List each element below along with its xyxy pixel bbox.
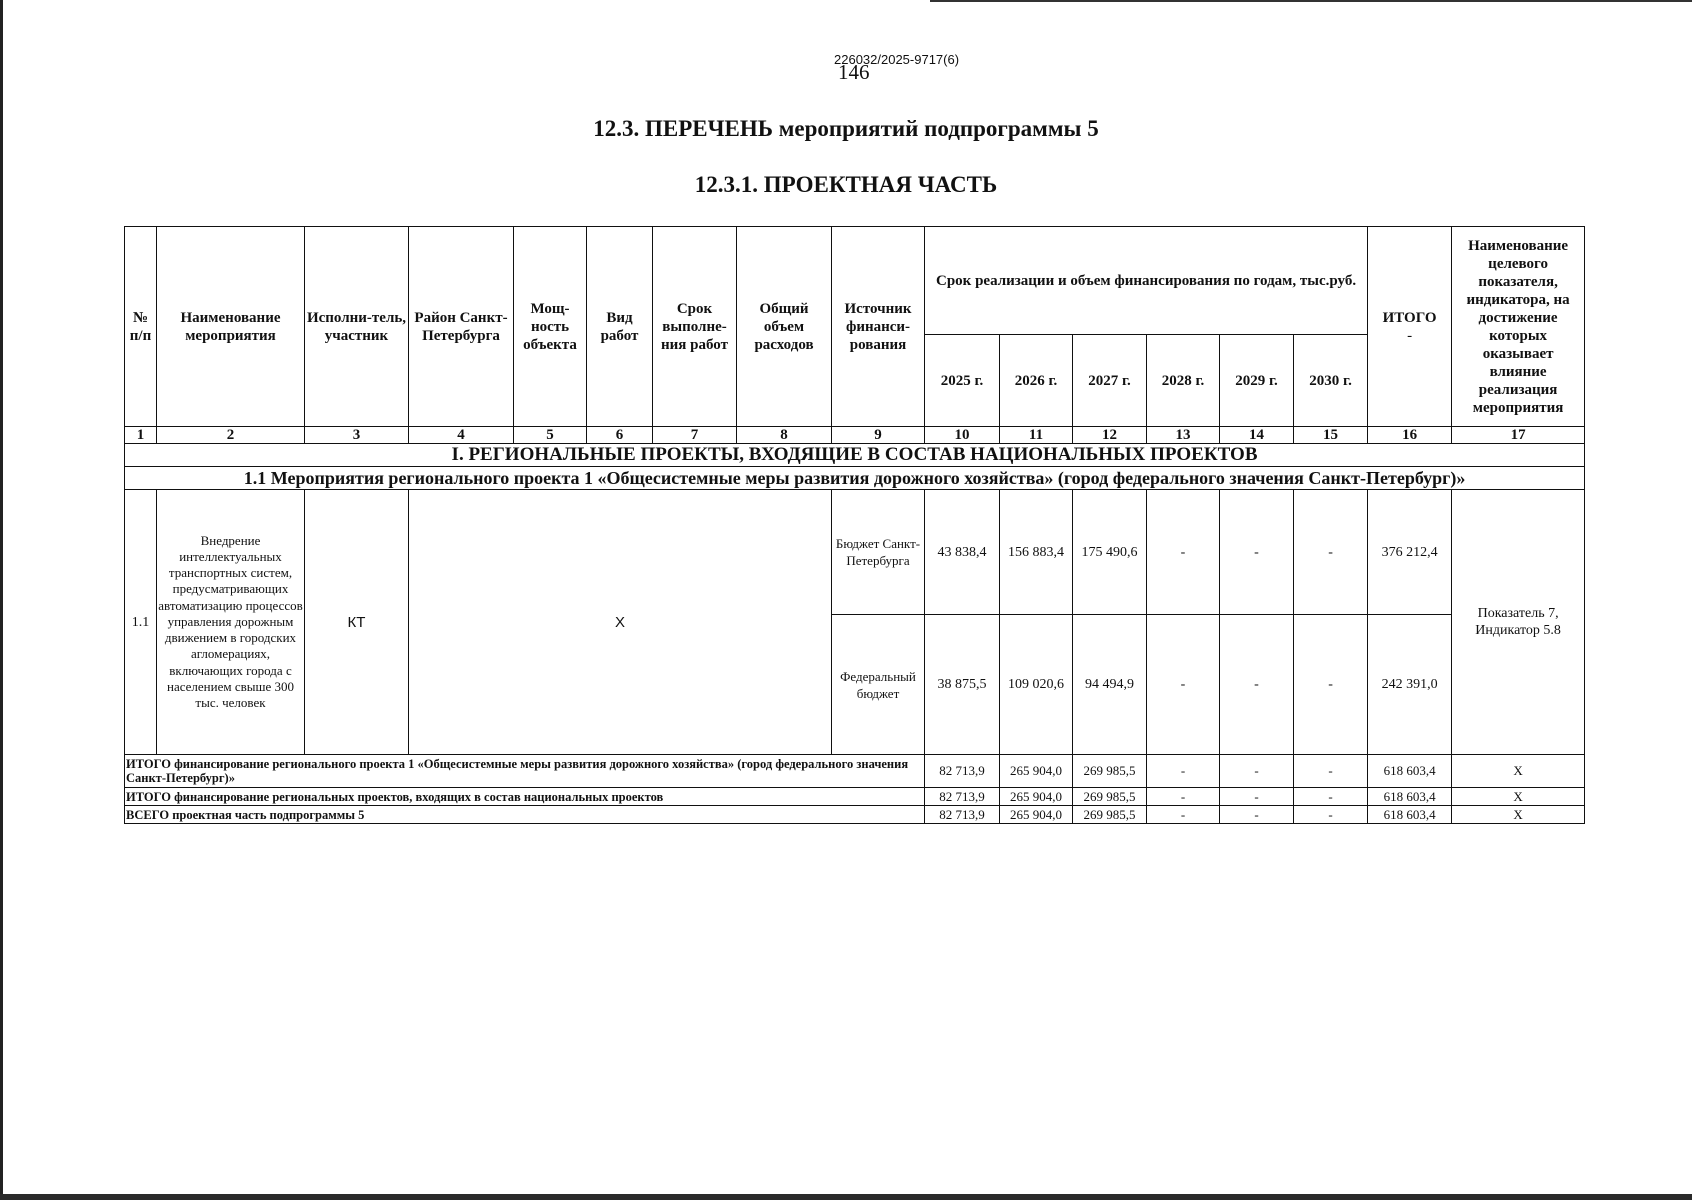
col-number: 1: [125, 427, 157, 444]
document-subtitle: 12.3.1. ПРОЕКТНАЯ ЧАСТЬ: [694, 172, 998, 197]
value-cell: 109 020,6: [1000, 615, 1073, 755]
total-value: -: [1294, 755, 1368, 788]
total-value: 269 985,5: [1073, 806, 1147, 824]
item-number: 1.1: [125, 490, 157, 755]
col-header-year: 2025 г.: [925, 335, 1000, 427]
section-row: [125, 444, 1585, 467]
col-number: 16: [1368, 427, 1452, 444]
subsection-title: 1.1 Мероприятия регионального проекта 1 «Общесистемные меры развития дорожного хозяйства» (город федерального значения Санкт-Петербург)»: [125, 467, 1585, 490]
col-header-capacity: Мощ-ность объекта: [514, 227, 587, 427]
header-row-1: [125, 227, 1585, 335]
total-mark: X: [1452, 755, 1585, 788]
total-value: -: [1147, 755, 1220, 788]
col-number: 4: [409, 427, 514, 444]
value-cell: -: [1220, 615, 1294, 755]
total-value: -: [1220, 755, 1294, 788]
col-header-total-cost: Общий объем расходов: [737, 227, 832, 427]
col-header-district: Район Санкт-Петербурга: [409, 227, 514, 427]
value-cell: -: [1294, 615, 1368, 755]
section-title: I. РЕГИОНАЛЬНЫЕ ПРОЕКТЫ, ВХОДЯЩИЕ В СОСТАВ НАЦИОНАЛЬНЫХ ПРОЕКТОВ: [125, 444, 1585, 467]
total-value: 82 713,9: [925, 788, 1000, 806]
total-sum: 618 603,4: [1368, 788, 1452, 806]
col-header-work-type: Вид работ: [587, 227, 653, 427]
document-title: 12.3. ПЕРЕЧЕНЬ мероприятий подпрограммы 5: [593, 116, 1099, 141]
col-number: 3: [305, 427, 409, 444]
col-header-num: № п/п: [125, 227, 157, 427]
col-number: 14: [1220, 427, 1294, 444]
col-number: 5: [514, 427, 587, 444]
col-header-term: Срок выполне-ния работ: [653, 227, 737, 427]
total-value: -: [1147, 806, 1220, 824]
column-numbers-row: [125, 427, 1585, 444]
item-executor: КТ: [305, 490, 409, 755]
item-name: Внедрение интеллектуальных транспортных систем, предусматривающих автоматизацию процессов управления дорожным движением в городских агломерациях, включающих города с населением свыше 300 тыс. человек: [157, 490, 305, 755]
total-sum: 618 603,4: [1368, 755, 1452, 788]
measures-table: [124, 226, 1585, 824]
col-number: 12: [1073, 427, 1147, 444]
total-value: 82 713,9: [925, 806, 1000, 824]
col-number: 11: [1000, 427, 1073, 444]
total-mark: X: [1452, 806, 1585, 824]
col-header-indicator: Наименование целевого показателя, индикатора, на достижение которых оказывает влияние реализация мероприятия: [1452, 227, 1585, 427]
item-indicator: Показатель 7, Индикатор 5.8: [1452, 490, 1585, 755]
total-value: 269 985,5: [1073, 788, 1147, 806]
total-row-regional-projects: [125, 788, 1585, 806]
total-label: ИТОГО финансирование регионального проекта 1 «Общесистемные меры развития дорожного хозяйства» (город федерального значения Санкт-Петербург)»: [125, 755, 925, 788]
col-number: 13: [1147, 427, 1220, 444]
total-value: -: [1294, 788, 1368, 806]
col-header-year: 2030 г.: [1294, 335, 1368, 427]
item-merged-mark: X: [409, 490, 832, 755]
row-total: 242 391,0: [1368, 615, 1452, 755]
col-header-year: 2027 г.: [1073, 335, 1147, 427]
itogo-label: ИТОГО: [1382, 309, 1437, 326]
value-cell: -: [1147, 490, 1220, 615]
col-number: 8: [737, 427, 832, 444]
total-value: -: [1220, 806, 1294, 824]
value-cell: 156 883,4: [1000, 490, 1073, 615]
col-number: 15: [1294, 427, 1368, 444]
total-row-regional-project: [125, 755, 1585, 788]
total-value: 82 713,9: [925, 755, 1000, 788]
scan-top-strip: [930, 0, 1692, 2]
total-mark: X: [1452, 788, 1585, 806]
subsection-row: [125, 467, 1585, 490]
value-cell: -: [1220, 490, 1294, 615]
col-header-name: Наименование мероприятия: [157, 227, 305, 427]
source-cell: Бюджет Санкт-Петербурга: [832, 490, 925, 615]
page-number: 146: [838, 60, 870, 84]
value-cell: 94 494,9: [1073, 615, 1147, 755]
total-value: -: [1220, 788, 1294, 806]
total-value: 269 985,5: [1073, 755, 1147, 788]
col-number: 2: [157, 427, 305, 444]
total-value: -: [1294, 806, 1368, 824]
col-header-itogo: [1368, 227, 1452, 427]
value-cell: 43 838,4: [925, 490, 1000, 615]
total-label: ВСЕГО проектная часть подпрограммы 5: [125, 806, 925, 824]
col-number: 7: [653, 427, 737, 444]
col-header-year: 2028 г.: [1147, 335, 1220, 427]
value-cell: -: [1294, 490, 1368, 615]
grand-total-row: [125, 806, 1585, 824]
scan-bottom-edge: [0, 1194, 1692, 1200]
value-cell: -: [1147, 615, 1220, 755]
total-value: 265 904,0: [1000, 806, 1073, 824]
value-cell: 175 490,6: [1073, 490, 1147, 615]
value-cell: 38 875,5: [925, 615, 1000, 755]
col-header-period-group: Срок реализации и объем финансирования по годам, тыс.руб.: [925, 227, 1368, 335]
registration-number: 226032/2025-9717(6): [834, 52, 960, 67]
total-value: -: [1147, 788, 1220, 806]
item-row-regional-budget: [125, 490, 1585, 615]
col-number: 9: [832, 427, 925, 444]
source-cell: Федеральный бюджет: [832, 615, 925, 755]
col-header-executor: Исполни-тель, участник: [305, 227, 409, 427]
row-total: 376 212,4: [1368, 490, 1452, 615]
total-value: 265 904,0: [1000, 755, 1073, 788]
col-number: 10: [925, 427, 1000, 444]
col-header-source: Источник финанси-рования: [832, 227, 925, 427]
col-number: 6: [587, 427, 653, 444]
col-header-year: 2026 г.: [1000, 335, 1073, 427]
col-header-year: 2029 г.: [1220, 335, 1294, 427]
total-sum: 618 603,4: [1368, 806, 1452, 824]
total-value: 265 904,0: [1000, 788, 1073, 806]
col-number: 17: [1452, 427, 1585, 444]
itogo-mark: -: [1407, 327, 1413, 344]
total-label: ИТОГО финансирование региональных проектов, входящих в состав национальных проектов: [125, 788, 925, 806]
